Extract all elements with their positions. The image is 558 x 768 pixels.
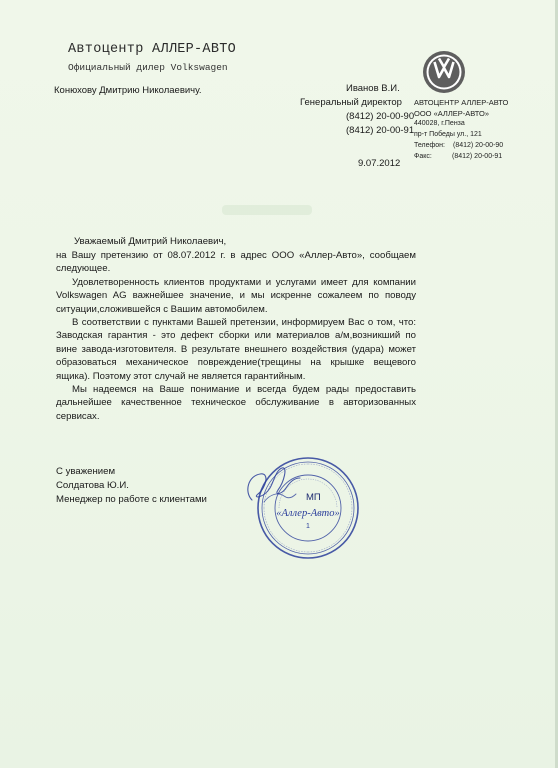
stamp-center-text: «Аллер-Авто» [276, 508, 340, 519]
letter-date: 9.07.2012 [358, 158, 401, 169]
sidebar-fax-label: Факс: [414, 153, 432, 160]
paragraph-2: Удовлетворенность клиентов продуктами и услугами имеет для компании Volkswagen AG важнейшее значение, и мы искренне сожалеем по поводу ситуации,сложившейся с Вашим автомобилем. [56, 277, 416, 315]
closing-regards: С уважением [56, 466, 116, 477]
sidebar-fax [414, 153, 502, 160]
stamp-number: 1 [306, 523, 310, 530]
paragraph-3: В соответствии с пунктами Вашей претензии, информируем Вас о том, что: Заводская гарантия - это дефект сборки или материалов а/м,возникший по вине завода-изготовителя. В результате внешнего воздействия (удара) может образоваться механическое повреждение(трещины на крышке вещевого ящика). Поэтому этот случай не является гарантийным. [56, 317, 416, 382]
signer-name: Солдатова Ю.И. [56, 480, 129, 491]
sender-phone-2: (8412) 20-00-91 [346, 125, 415, 136]
paragraph-1: на Вашу претензию от 08.07.2012 г. в адрес ООО «Аллер-Авто», сообщаем следующее. [56, 250, 416, 275]
sidebar-street: пр-т Победы ул., 121 [414, 131, 482, 138]
sidebar-address: 440028, г.Пенза [414, 120, 465, 127]
sidebar-telephone [414, 142, 503, 149]
sidebar-tel-label: Телефон: [414, 142, 445, 149]
sender-title: Генеральный директор [300, 97, 402, 108]
faint-watermark [222, 205, 312, 215]
sidebar-org-name: ООО «АЛЛЕР-АВТО» [414, 109, 490, 118]
sender-name: Иванов В.И. [346, 83, 400, 94]
paragraph-4: Мы надеемся на Ваше понимание и всегда будем рады предоставить дальнейшее качественное техническое обслуживание в авторизованных сервисах. [56, 384, 416, 422]
sidebar-fax-value: (8412) 20-00-91 [452, 153, 503, 160]
sidebar-tel-value: (8412) 20-00-90 [452, 142, 504, 149]
sender-phone-1: (8412) 20-00-90 [346, 111, 415, 122]
recipient-name: Конюхову Дмитрию Николаевичу. [54, 85, 202, 96]
vw-logo-icon [422, 50, 466, 94]
greeting: Уважаемый Дмитрий Николаевич, [74, 236, 227, 247]
handwritten-signature [234, 454, 314, 524]
company-name: Автоцентр АЛЛЕР-АВТО [68, 42, 237, 57]
signer-title: Менеджер по работе с клиентами [56, 494, 207, 505]
stamp-mp-label: МП [306, 492, 321, 503]
sidebar-company-title: АВТОЦЕНТР АЛЛЕР-АВТО [414, 98, 509, 107]
company-subtitle: Официальный дилер Volkswagen [68, 62, 228, 73]
